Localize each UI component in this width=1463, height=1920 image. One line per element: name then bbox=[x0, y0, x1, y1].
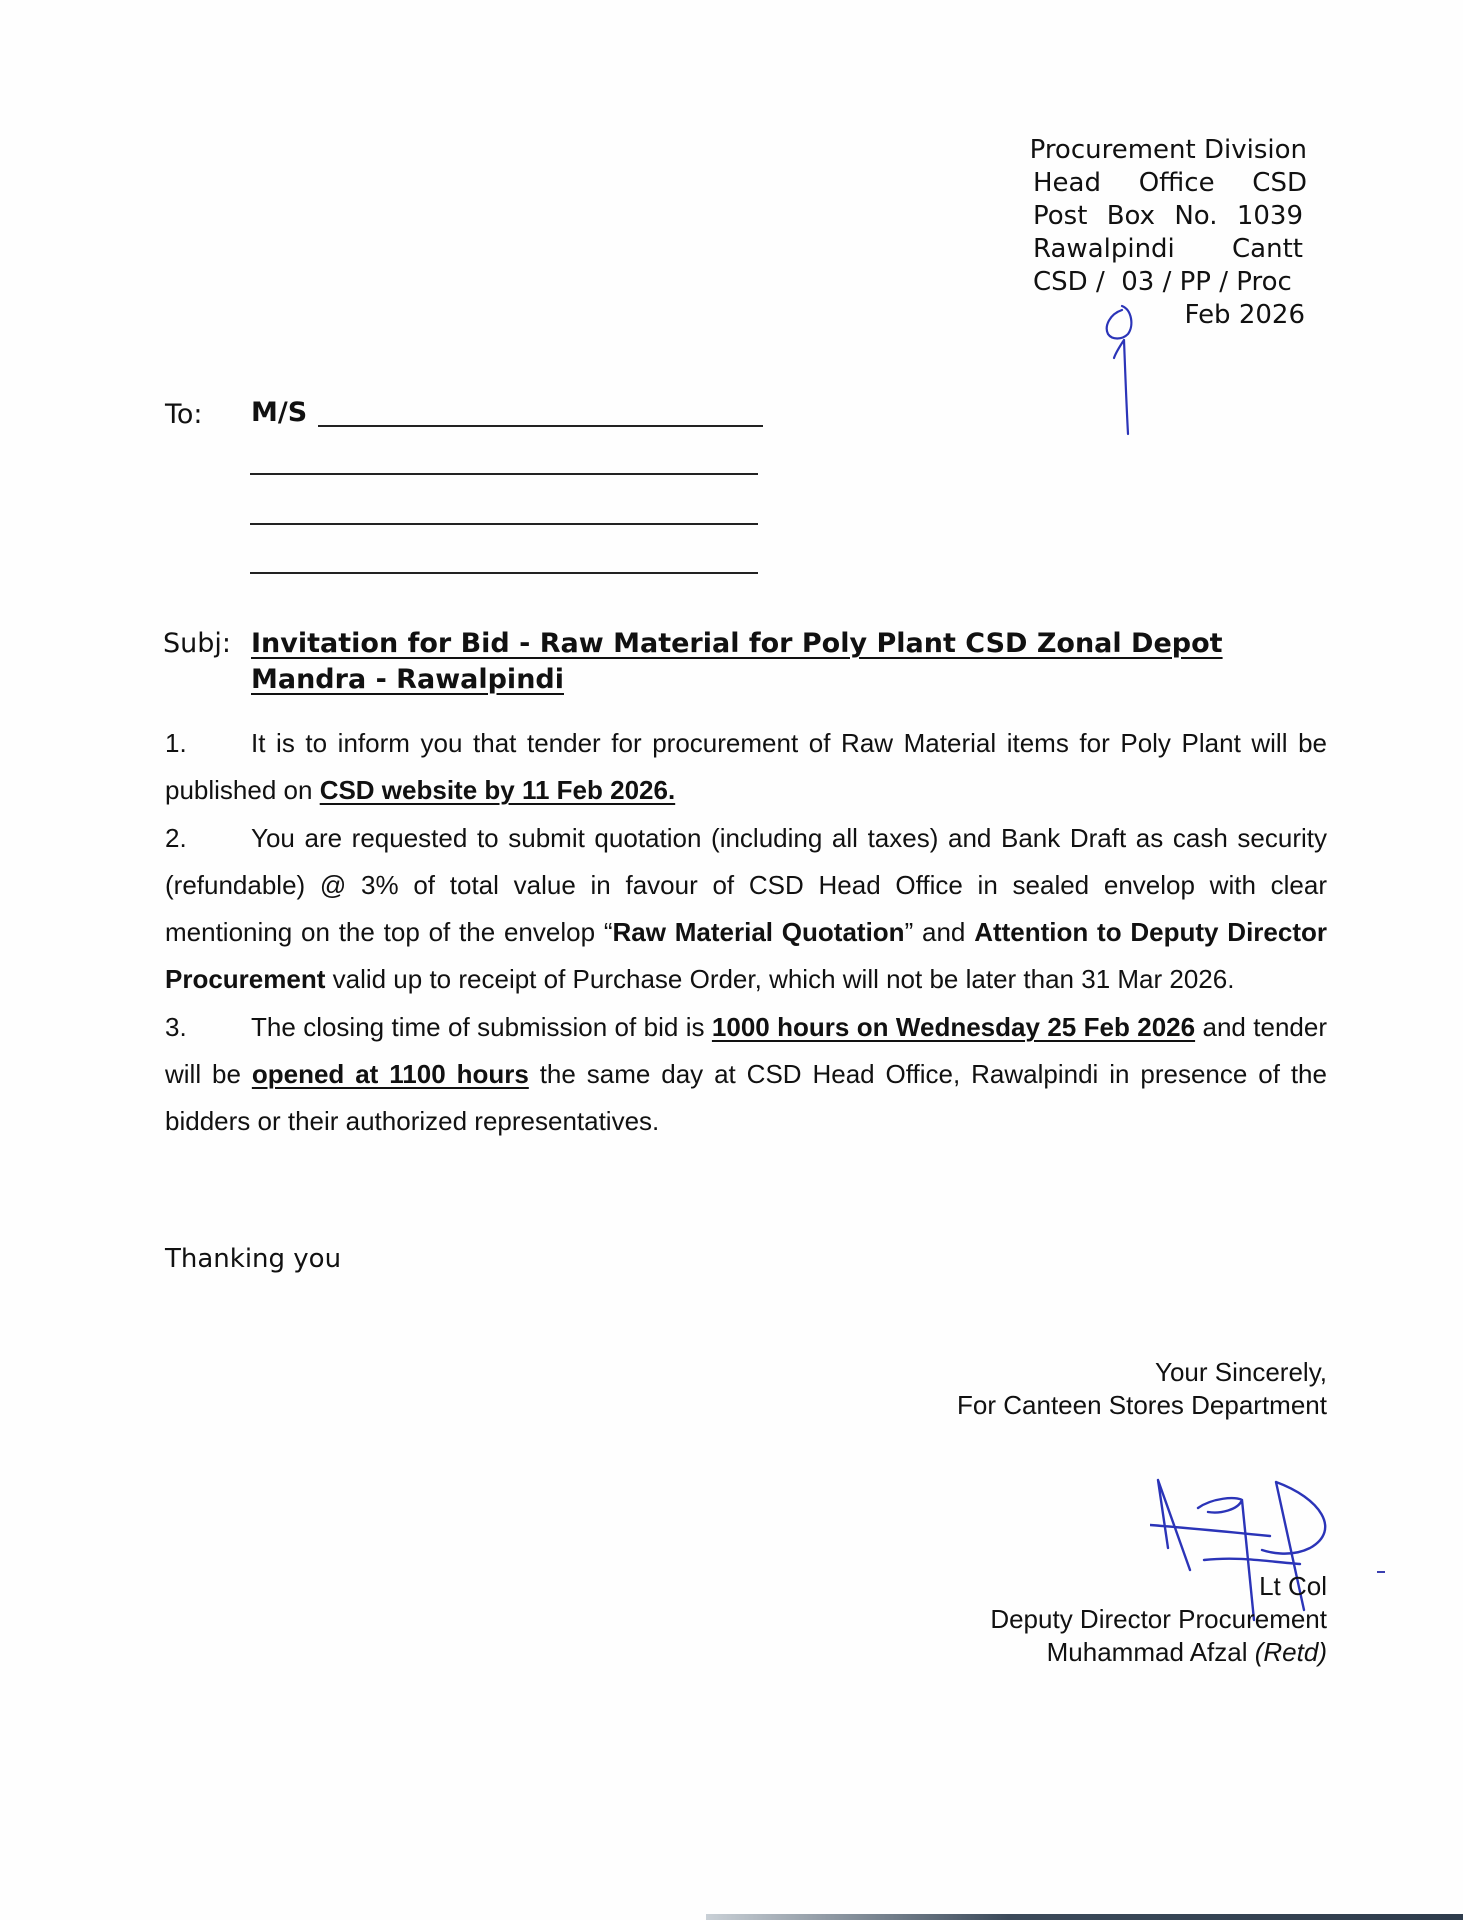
handwritten-initial-icon bbox=[1100, 296, 1160, 436]
closing-time-emphasis: 1000 hours on Wednesday 25 Feb 2026 bbox=[711, 1011, 1196, 1042]
closing-block bbox=[957, 1356, 1327, 1422]
letterhead bbox=[1029, 134, 1307, 332]
organization-name: For Canteen Stores Department bbox=[957, 1390, 1327, 1420]
addressee-blank-line-2 bbox=[250, 473, 758, 475]
letterhead-post-box: Post Box No. 1039 bbox=[1033, 201, 1303, 231]
signatory-rank: Lt Col bbox=[1259, 1571, 1327, 1601]
letter-date: Feb 2026 bbox=[1184, 300, 1305, 330]
attention-emphasis: Attention to Deputy Director Procurement bbox=[165, 917, 1327, 995]
paragraph-3: 3. The closing time of submission of bid is 1000 hours on Wednesday 25 Feb 2026 and tender will be opened at 1100 hours the same day at CSD Head Office, Rawalpindi in presence of the bidders or their authorized representatives. bbox=[165, 1004, 1327, 1146]
addressee-blank-line-1 bbox=[318, 425, 763, 427]
scan-edge bbox=[706, 1914, 1463, 1920]
signatory-block bbox=[990, 1570, 1327, 1669]
signatory-name-line: Muhammad Afzal (Retd) bbox=[1046, 1637, 1327, 1667]
reference-number: CSD / 03 / PP / Proc bbox=[1033, 267, 1292, 297]
envelope-label-emphasis: Raw Material Quotation bbox=[612, 917, 905, 948]
paragraph-number: 3. bbox=[165, 1011, 187, 1042]
paragraph-2: 2. You are requested to submit quotation (including all taxes) and Bank Draft as cash security (refundable) @ 3% of total value in favour of CSD Head Office in sealed envelop with clear mentioning on the top of the envelop “Raw Material Quotation” and Attention to Deputy Director Procurement valid up to receipt of Purchase Order, which will not be later than 31 Mar 2026. bbox=[165, 815, 1327, 1004]
subject-label: Subj: bbox=[163, 628, 231, 659]
valediction: Your Sincerely, bbox=[1155, 1357, 1327, 1387]
ms-label: M/S bbox=[251, 397, 308, 428]
publish-date-emphasis: CSD website by 11 Feb 2026. bbox=[319, 775, 676, 806]
paragraph-number: 1. bbox=[165, 728, 187, 758]
thanking-line: Thanking you bbox=[165, 1244, 342, 1274]
letter-body bbox=[165, 720, 1327, 1146]
paragraph-number: 2. bbox=[165, 822, 187, 853]
opening-time-emphasis: opened at 1100 hours bbox=[251, 1059, 529, 1090]
to-label: To: bbox=[165, 399, 203, 430]
addressee-blank-line-3 bbox=[250, 523, 758, 525]
subject-text: Invitation for Bid - Raw Material for Poly Plant CSD Zonal Depot Mandra - Rawalpindi bbox=[251, 628, 1223, 695]
addressee-blank-line-4 bbox=[250, 572, 758, 574]
paragraph-1: 1. It is to inform you that tender for procurement of Raw Material items for Poly Plant will be published on CSD website by 11 Feb 2026. bbox=[165, 720, 1327, 815]
signatory-designation: Deputy Director Procurement bbox=[990, 1604, 1327, 1634]
letterhead-city: Rawalpindi Cantt bbox=[1033, 234, 1303, 264]
stray-ink-mark bbox=[1377, 1571, 1385, 1573]
letterhead-head-office: Head Office CSD bbox=[1033, 168, 1307, 198]
letterhead-division: Procurement Division bbox=[1029, 135, 1307, 165]
